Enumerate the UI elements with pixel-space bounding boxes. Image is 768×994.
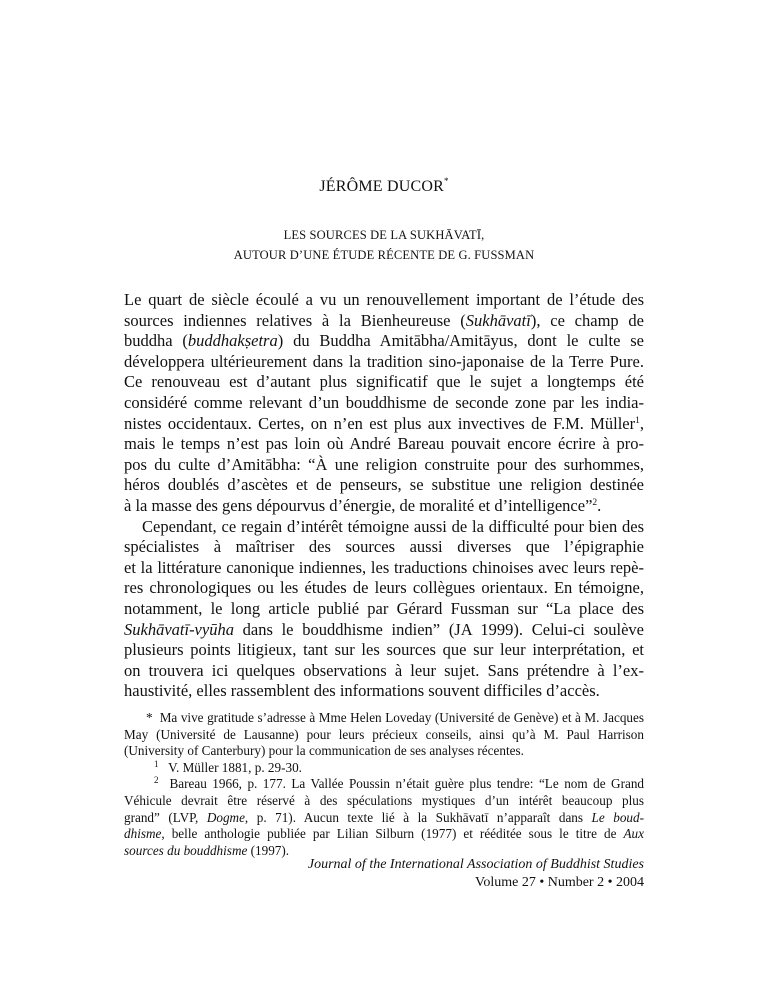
footnote-2-line: Véhicule devrait être réservé à des spéculations mystiques d’un intérêt beaucoup plus — [124, 792, 644, 808]
footnote-ref-2[interactable]: 2 — [592, 497, 598, 508]
footnote-text: grand” (LVP, — [124, 809, 207, 825]
body-line: et la littérature canonique indiennes, les traductions chinoises avec leurs repè- — [124, 557, 644, 577]
footnote-text: (1997). — [247, 842, 290, 858]
body-span: ) du Buddha Amitābha/Amitāyus, dont le culte se — [277, 331, 644, 351]
body-line: mais le temps n’est pas loin où André Bareau pouvait encore écrire à pro- — [124, 434, 644, 454]
body-line: Ce renouveau est d’autant plus significatif que le sujet a longtemps été — [124, 372, 644, 392]
footnote-1 — [124, 760, 644, 777]
footnote-text: V. Müller 1881, p. 29-30. — [168, 759, 302, 775]
body-line: développera ultérieurement dans la tradition sino-japonaise de la Terre Pure. — [124, 351, 644, 371]
body-line: res chronologiques ou les études de leurs collègues orientaux. En témoigne, — [124, 578, 644, 598]
footnote-1-mark: 1 — [154, 758, 159, 769]
journal-name: Journal of the International Association of Buddhist Studies — [307, 857, 644, 872]
footnote-2-line — [124, 810, 644, 827]
body-line: considéré comme relevant d’un bouddhisme de seconde zone par les india- — [124, 392, 644, 412]
body-span: sources indiennes relatives à la Bienheureuse ( — [124, 310, 466, 330]
footnote-italic: dhisme — [124, 826, 162, 842]
footnote-italic: Le boud- — [591, 809, 644, 825]
author-footnote-mark: * — [443, 176, 449, 186]
footnote-2-line — [124, 776, 644, 793]
body-span: ), ce champ de — [530, 310, 644, 330]
footnote-star-line: (University of Canterbury) pour la communication de ses analyses récentes. — [124, 743, 524, 759]
body-line — [124, 496, 644, 517]
journal-volume: Volume 27 • Number 2 • 2004 — [475, 875, 644, 890]
body-line — [124, 620, 644, 641]
footnote-text: Bareau 1966, p. 177. La Vallée Poussin n’était guère plus tendre: “Le nom de Grand — [169, 776, 645, 792]
footnote-text: Ma vive gratitude s’adresse à Mme Helen Loveday (Université de Genève) et à M. Jacques — [159, 710, 645, 725]
body-span: , — [639, 413, 644, 433]
author-name-text: JÉRÔME DUCOR — [319, 178, 444, 195]
body-text — [124, 290, 644, 702]
body-line: haustivité, elles rassemblent des informations souvent difficiles d’accès. — [124, 681, 600, 701]
footnote-italic: Dogme — [206, 809, 245, 825]
footnote-ref-1[interactable]: 1 — [635, 415, 640, 426]
footnotes — [124, 710, 644, 859]
article-title-line-1: LES SOURCES DE LA SUKHĀVATĪ, — [283, 228, 485, 242]
journal-info — [124, 856, 644, 892]
body-span: . — [597, 495, 602, 515]
body-span: à la masse des gens dépourvus d’énergie, de moralité et d’intelligence” — [124, 495, 593, 515]
body-italic: Sukhāvatī-vyūha — [124, 619, 234, 639]
footnote-italic: Aux — [623, 826, 644, 842]
footnote-2-line — [124, 826, 644, 843]
author-name — [124, 178, 644, 196]
body-line: spécialistes à maîtriser des sources aussi diverses que l’épigraphie — [124, 537, 644, 557]
body-italic: buddhakṣetra — [187, 331, 278, 351]
footnote-star-line: May (Université de Lausanne) pour leurs précieux conseils, ainsi qu’à M. Paul Harrison — [124, 726, 644, 742]
body-line: plusieurs points litigieux, tant sur les sources que sur leur interprétation, et — [124, 640, 644, 660]
body-line: on trouvera ici quelques observations à leur sujet. Sans prétendre à l’ex- — [124, 660, 644, 680]
body-span: dans le bouddhisme indien” (JA 1999). Celui-ci soulève — [233, 619, 644, 639]
footnote-text: , belle anthologie publiée par Lilian Silburn (1977) et rééditée sous le titre de — [161, 826, 624, 842]
body-line: notamment, le long article publié par Gérard Fussman sur “La place des — [124, 598, 644, 618]
body-line — [124, 414, 644, 435]
body-line: Le quart de siècle écoulé a vu un renouvellement important de l’étude des — [124, 290, 644, 309]
footnote-star-line — [124, 710, 644, 727]
footnote-star-mark: * — [146, 710, 153, 725]
footnote-2-mark: 2 — [154, 775, 159, 786]
body-line — [124, 311, 644, 332]
body-line: pos du culte d’Amitābha: “À une religion construite pour des surhommes, — [124, 454, 644, 474]
footnote-italic: sources du bouddhisme — [124, 842, 248, 858]
body-line — [124, 331, 644, 352]
article-title — [124, 225, 644, 265]
body-span: nistes occidentaux. Certes, on n’en est plus aux invectives de F.M. Müller — [124, 413, 636, 433]
article-title-line-2: AUTOUR D’UNE ÉTUDE RÉCENTE DE G. FUSSMAN — [233, 248, 535, 262]
body-span: buddha ( — [124, 331, 188, 351]
body-line: héros doublés d’ascètes et de penseurs, se substitue une religion destinée — [124, 475, 644, 495]
footnote-text: , p. 71). Aucun texte lié à la Sukhāvatī n’apparaît dans — [244, 809, 592, 825]
body-line: Cependant, ce regain d’intérêt témoigne aussi de la difficulté pour bien des — [142, 516, 644, 536]
body-italic: Sukhāvatī — [465, 310, 531, 330]
